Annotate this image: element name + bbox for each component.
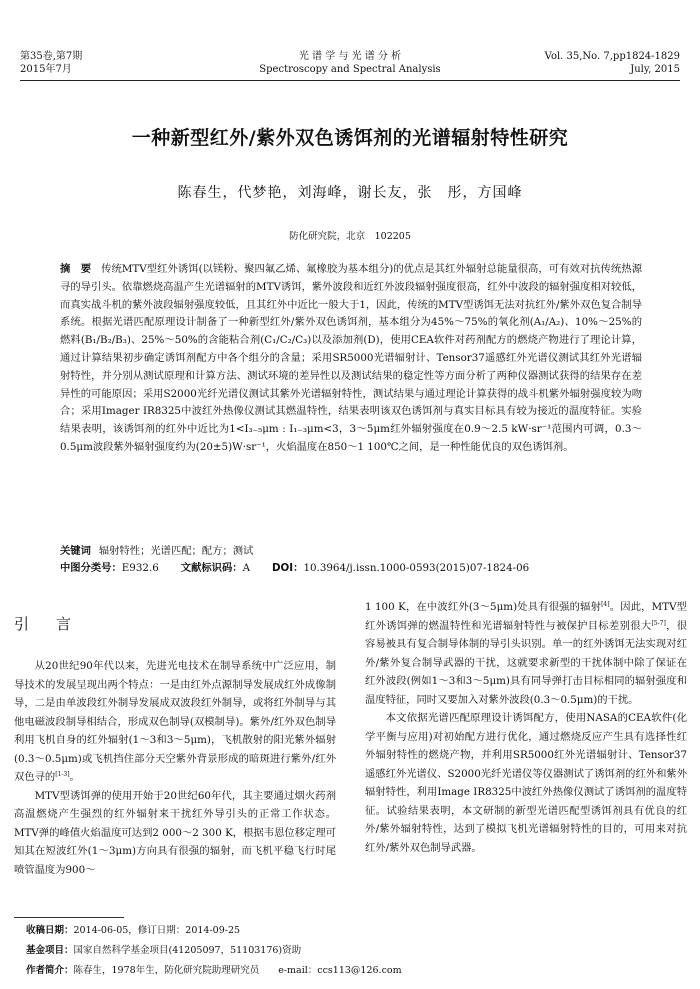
header-right xyxy=(545,50,680,76)
citation: [1-3] xyxy=(55,771,70,778)
keywords-label: 关键词 xyxy=(60,545,91,557)
keywords-text: 辐射特性；光谱匹配；配方；测试 xyxy=(98,545,254,557)
keywords xyxy=(60,543,642,560)
volume-pages-en: Vol. 35,No. 7,pp1824-1829 xyxy=(544,51,680,62)
journal-title-en: Spectroscopy and Spectral Analysis xyxy=(259,64,441,75)
citation: [5-7] xyxy=(651,619,666,627)
publication-date-en: July, 2015 xyxy=(630,64,680,75)
abstract-label: 摘 要 xyxy=(60,263,92,275)
intro-paragraph-3: 本文依据光谱匹配原理设计诱饵配方，使用NASA的CEA软件(化学平衡与应用)对初始配方进行优化，通过燃烧反应产生具有选择性红外辐射特性的燃烧产物，并利用SR5000红外光谱辐射计、Tensor37遥感红外光谱仪、S2000光纤光谱仪等仪器测试了诱饵剂的红外和紫外辐射特性，利用Image IR8325中波红外热像仪测试了诱饵剂的温度特征。试验结果表明，本文研制的新型光谱匹配型诱饵剂具有优良的红外/紫外辐射特性，达到了模拟飞机光谱辐射特性的目的，可用来对抗红外/紫外双色制导武器。 xyxy=(365,712,687,854)
section-title-introduction: 引 言 xyxy=(14,615,78,633)
footnote-fund: 基金项目：国家自然科学基金项目(41205097，51103176)资助 xyxy=(26,945,302,956)
intro-paragraph-2: MTV型诱饵弹的使用开始于20世纪60年代，其主要通过烟火药剂高温燃烧产生强烈的红外辐射来干扰红外导引头的正常工作状态。MTV弹的峰值火焰温度可达到2 000～2 300 K，根据韦恩位移定理可知其在短波红外(1～3μm)方向具有很强的辐射，而飞机平稳飞行时尾喷管温度为900～ xyxy=(14,789,336,876)
journal-title-cn: 光 谱 学 与 光 谱 分 析 xyxy=(298,51,402,62)
author-list: 陈春生，代梦艳，刘海峰，谢长友，张 彤，方国峰 xyxy=(177,185,523,201)
doc-code-label: 文献标识码： xyxy=(180,562,243,574)
clc-number: E932.6 xyxy=(121,562,159,574)
abstract xyxy=(60,261,642,457)
doi-label: DOI： xyxy=(272,562,304,574)
paper-title: 一种新型红外/紫外双色诱饵剂的光谱辐射特性研究 xyxy=(131,127,569,149)
doc-code: A xyxy=(242,562,250,574)
affiliation: 防化研究院，北京 102205 xyxy=(289,231,411,242)
citation: [4] xyxy=(601,601,610,608)
doi-value: 10.3964/j.issn.1000-0593(2015)07-1824-06 xyxy=(303,562,530,574)
header-divider xyxy=(20,80,680,81)
abstract-text: 传统MTV型红外诱饵(以镁粉、聚四氟乙烯、氟橡胶为基本组分)的优点是其红外辐射总能量很高，可有效对抗传统热源寻的导引头。依靠燃烧高温产生光谱辐射的MTV诱饵，紫外波段和近红外波段辐射强度很高，红外中波段的辐射强度相对较低，而真实战斗机的紫外波段辐射强度较低，且其红外中近比一般大于1，因此，传统的MTV型诱饵无法对抗红外/紫外双色复合制导系统。根据光谱匹配原理设计制备了一种新型红外/紫外双色诱饵剂，基本组分为45%～75%的氧化剂(A₁/A₂)、10%～25%的燃料(B₁/B₂/B₃)、25%～50%的含能粘合剂(C₁/C₂/C₃)以及添加剂(D)，使用CEA软件对药剂配方的燃烧产物进行了理论计算，通过计算结果初步确定诱饵剂配方中各个组分的含量；采用SR5000光谱辐射计、Tensor37遥感红外光谱仪测试其红外光谱辐射特性，并分别从测试原理和计算方法、测试环境的差异性以及测试结果的稳定性等方面分析了两种仪器测试获得的结果存在差异性的可能原因；采用S2000光纤光谱仪测试其紫外光谱辐射特性，测试结果与通过理论计算获得的战斗机紫外辐射强度较为吻合；采用Imager IR8325中波红外热像仪测试其燃温特性，结果表明该双色诱饵剂与真实目标具有较为接近的温度特征。实验结果表明，该诱饵剂的红外中近比为1<I₃₋₅μm : I₁₋₃μm<3，3～5μm红外辐射强度在0.9～2.5 kW·sr⁻¹范围内可调，0.3～0.5μm波段紫外辐射强度约为(20±5)W·sr⁻¹，火焰温度在850～1 100℃之间，是一种性能优良的双色诱饵剂。 xyxy=(60,263,643,453)
left-column xyxy=(14,657,336,879)
volume-issue: 第35卷,第7期 xyxy=(20,51,83,62)
intro-paragraph-1: 从20世纪90年代以来，先进光电技术在制导系统中广泛应用，制导技术的发展呈现出两个特点：一是由红外点源制导发展成红外成像制导，二是由单波段红外制导发展成双波段红外制导，或将红外制导与其他电磁波段制导相结合，形成双色制导(双模制导)。紫外/红外双色制导利用飞机自身的红外辐射(1～3和3～5μm)，飞机散射的阳光紫外辐射(0.3～0.5μm)或飞机挡住部分天空紫外背景形成的暗斑进行紫外/红外双色寻的[1-3]。 xyxy=(14,660,336,783)
footnote-divider xyxy=(14,917,124,918)
right-column xyxy=(365,598,687,857)
intro-paragraph-2-continued: 1 100 K，在中波红外(3～5μm)处具有很强的辐射[4]。因此，MTV型红外诱饵弹的燃温特性和光谱辐射特性与被保护目标差别很大[5-7]，很容易被具有复合制导体制的导引头识别。单一的红外诱饵无法实现对红外/紫外复合制导武器的干扰，这就要求新型的干扰体制中除了保证在红外波段(例如1～3和3～5μm)具有同导弹打击目标相同的辐射强度和温度特征，同时又要加入对紫外波段(0.3～0.5μm)的干扰。 xyxy=(365,601,687,706)
clc-label: 中图分类号： xyxy=(60,562,122,574)
publication-date: 2015年7月 xyxy=(20,64,72,75)
footnote-author: 作者简介：陈春生，1978年生，防化研究院助理研究员 e-mail：ccs113@126.com xyxy=(26,965,402,976)
classification-line xyxy=(60,560,642,577)
footnote-received: 收稿日期：2014-06-05，修订日期：2014-09-25 xyxy=(26,925,241,936)
